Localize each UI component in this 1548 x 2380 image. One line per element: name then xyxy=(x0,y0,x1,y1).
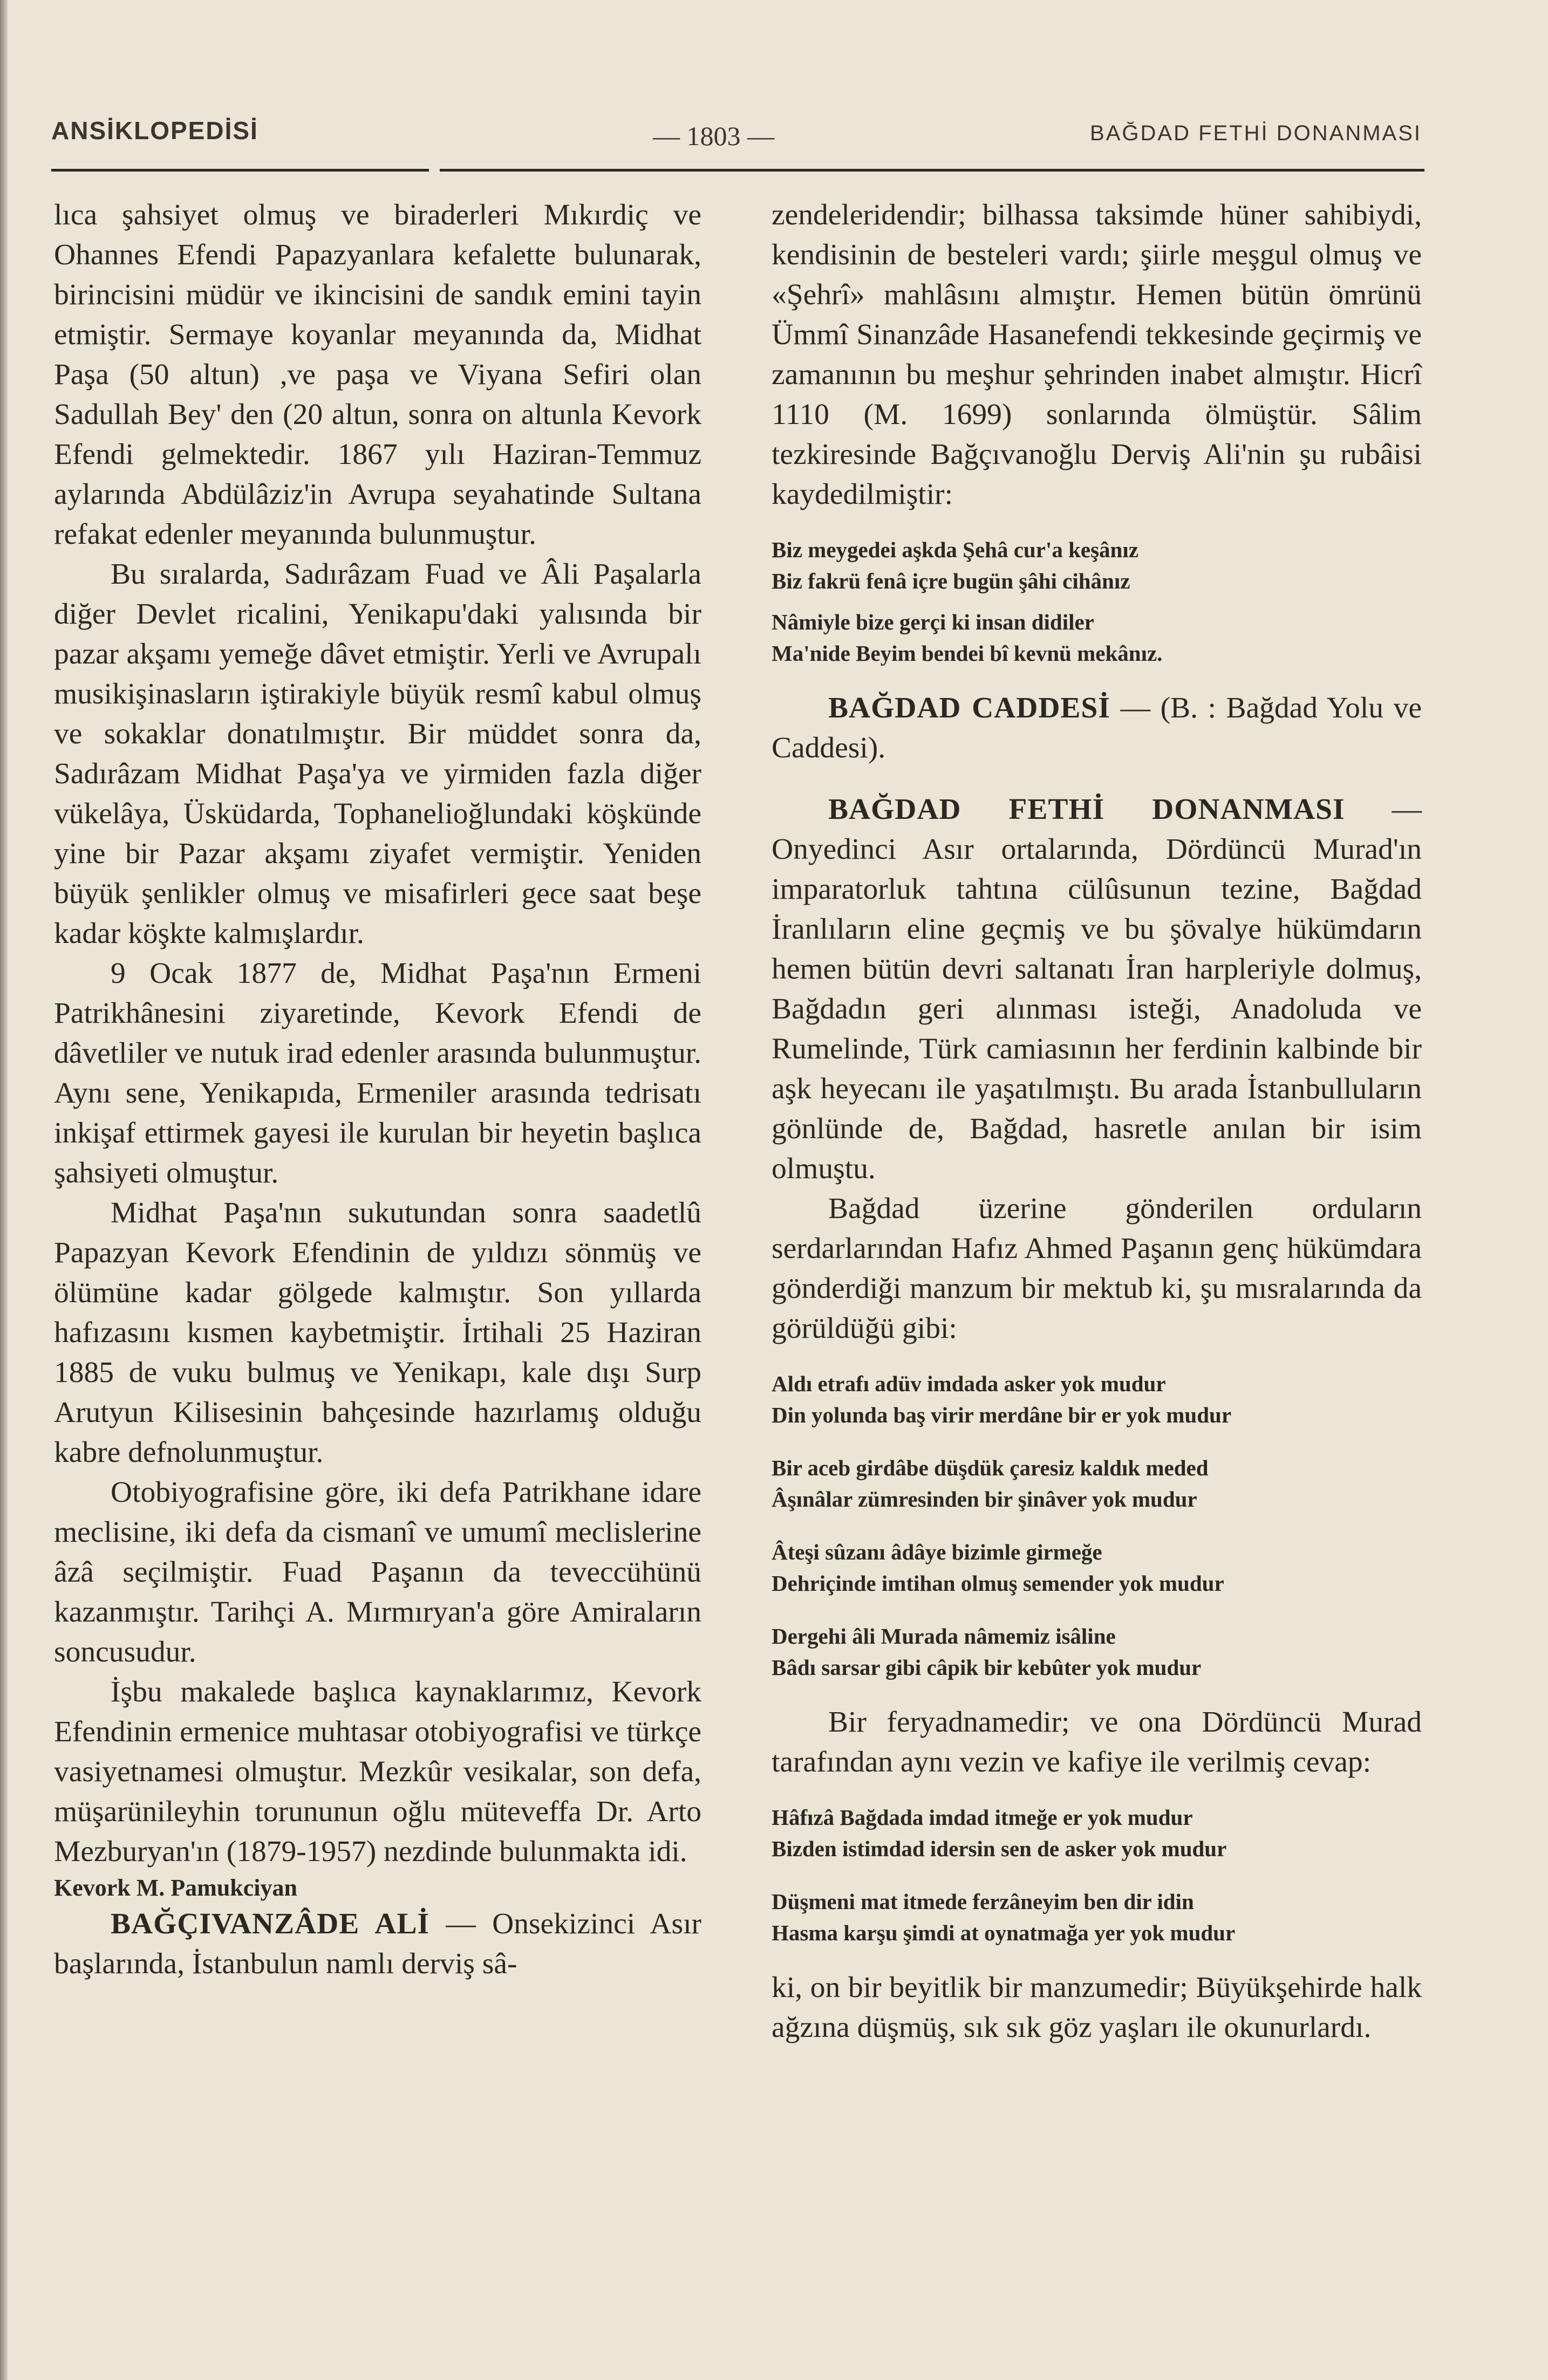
verse-couplet xyxy=(772,606,1422,669)
verse-line: Dehriçinde imtihan olmuş semender yok mudur xyxy=(772,1571,1224,1596)
verse-line: Bâdı sarsar gibi câpik bir kebûter yok mudur xyxy=(772,1655,1202,1680)
hafiz-ahmed-poem xyxy=(772,1368,1422,1683)
entry-bagdad-caddesi xyxy=(772,688,1422,768)
entry-bagdad-fethi-donanmasi xyxy=(772,790,1422,1189)
verse-line: Hasma karşu şimdi at oynatmağa yer yok mudur xyxy=(772,1920,1236,1945)
entry-text: — Onsekizinci Asır başlarında, İstanbulun namlı derviş sâ- xyxy=(54,1907,701,1980)
spacer xyxy=(772,768,1422,790)
verse-couplet xyxy=(772,1886,1422,1948)
verse-couplet xyxy=(772,1536,1422,1599)
verse-line: Aldı etrafı adüv imdada asker yok mudur xyxy=(772,1371,1166,1396)
verse-line: Âşınâlar zümresinden bir şinâver yok mudur xyxy=(772,1487,1197,1512)
verse-line: Nâmiyle bize gerçi ki insan didiler xyxy=(772,610,1094,634)
paragraph: zendeleridendir; bilhassa taksimde hüner sahibiydi, kendisinin de besteleri vardı; şiirle meşgul olmuş ve «Şehrî» mahlâsını almıştır. Hemen bütün ömrünü Ümmî Sinanzâde Hasanefendi tekkesinde geçirmiş ve zamanının bu meşhur şehrinden inabet almıştır. Hicrî 1110 (M. 1699) sonlarında ölmüştür. Sâlim tezkiresinde Bağçıvanoğlu Derviş Ali'nin şu rubâisi kaydedilmiştir: xyxy=(772,199,1422,511)
verse-couplet xyxy=(772,1368,1422,1431)
author-signature: Kevork M. Pamukciyan xyxy=(54,1875,297,1901)
verse-line: Biz meygedei aşkda Şehâ cur'a keşânız xyxy=(772,537,1138,562)
page-edge-shadow xyxy=(0,0,8,2380)
murad-reply-poem xyxy=(772,1802,1422,1948)
verse-couplet xyxy=(772,1802,1422,1864)
verse-couplet xyxy=(772,1452,1422,1515)
paragraph: Bu sıralarda, Sadırâzam Fuad ve Âli Paşalarla diğer Devlet ricalini, Yenikapu'daki yalısında bir pazar akşamı yemeğe dâvet etmiştir. Yerli ve Avrupalı musikişinasların iştirakiyle büyük resmî kabul olmuş ve sokaklar donatılmıştır. Bir müddet sonra da, Sadırâzam Midhat Paşa'ya ve yirmiden fazla diğer vükelâya, Üsküdarda, Tophanelioğlundaki köşkünde yine bir Pazar akşamı ziyafet vermiştir. Yeniden büyük şenlikler olmuş ve misafirleri gece saat beşe kadar köşkte kalmışlardır. xyxy=(54,558,701,950)
header-encyclopedia-title: ANSİKLOPEDİSİ xyxy=(51,117,258,145)
header-page-number: — 1803 — xyxy=(653,121,774,151)
entry-heading: BAĞDAD FETHİ DONANMASI xyxy=(828,793,1345,826)
paragraph: İşbu makalede başlıca kaynaklarımız, Kevork Efendinin ermenice muhtasar otobiyografisi ve türkçe vasiyetnamesi olmuştur. Mezkûr vesikalar, son defa, müşarünileyhin torununun oğlu müteveffa Dr. Arto Mezburyan'ın (1879-1957) nezdinde bulunmakta idi. xyxy=(54,1675,701,1868)
header-rule-right xyxy=(440,169,1424,172)
paragraph: Midhat Paşa'nın sukutundan sonra saadetlû Papazyan Kevork Efendinin de yıldızı sönmüş ve ölümüne kadar gölgede kalmıştır. Son yıllarda hafızasını kısmen kaybetmiştir. İrtihali 25 Haziran 1885 de vuku bulmuş ve Yenikapı, kale dışı Surp Arutyun Kilisesinin bahçesinde hazırlamış olduğu kabre defnolunmuştur. xyxy=(54,1196,701,1469)
verse-couplet xyxy=(772,1620,1422,1683)
verse-line: Âteşi sûzanı âdâye bizimle girmeğe xyxy=(772,1540,1102,1564)
verse-line: Biz fakrü fenâ içre bugün şâhi cihânız xyxy=(772,569,1130,593)
left-column xyxy=(54,195,701,1984)
paragraph: ki, on bir beyitlik bir manzumedir; Büyükşehirde halk ağzına düşmüş, sık sık göz yaşları ile okunurlardı. xyxy=(772,1971,1422,2044)
verse-line: Bir aceb girdâbe düşdük çaresiz kaldık meded xyxy=(772,1455,1209,1480)
paragraph: Bağdad üzerine gönderilen orduların serdarlarından Hafız Ahmed Paşanın genç hükümdara gönderdiği manzum bir mektub ki, şu mısralarında da görüldüğü gibi: xyxy=(772,1192,1422,1345)
entry-bagcivanzade xyxy=(54,1904,701,1984)
header-rule-left xyxy=(51,169,429,172)
paragraph: Otobiyografisine göre, iki defa Patrikhane idare meclisine, iki defa da cismanî ve umumî meclislerine âzâ seçilmiştir. Fuad Paşanın da teveccühünü kazanmıştır. Tarihçi A. Mırmıryan'a göre Amiraların soncusudur. xyxy=(54,1476,701,1668)
entry-text: — Onyedinci Asır ortalarında, Dördüncü Murad'ın imparatorluk tahtına cülûsunun tezine, Bağdad İranlıların eline geçmiş ve bu şövalye hükümdarın hemen bütün devri saltanatı İran harpleriyle dolmuş, Bağdadın geri alınması isteği, Anadoluda ve Rumelinde, Türk camiasının her ferdinin kalbinde bir aşk heyecanı ile yaşatılmıştı. Bu arada İstanbulluların gönlünde de, Bağdad, hasretle anılan bir isim olmuştu. xyxy=(772,793,1422,1185)
entry-heading: BAĞÇIVANZÂDE ALİ xyxy=(111,1907,430,1940)
header-entry-title: BAĞDAD FETHİ DONANMASI xyxy=(1090,121,1422,145)
verse-couplet xyxy=(772,534,1422,597)
verse-line: Düşmeni mat itmede ferzâneyim ben dir idin xyxy=(772,1889,1194,1914)
page-header xyxy=(51,116,1422,170)
verse-line: Hâfızâ Bağdada imdad itmeğe er yok mudur xyxy=(772,1805,1193,1830)
entry-text: — (B. : Bağdad Yolu ve Caddesi). xyxy=(772,692,1422,764)
verse-line: Bizden istimdad idersin sen de asker yok mudur xyxy=(772,1836,1227,1861)
paragraph: Bir feryadnamedir; ve ona Dördüncü Murad tarafından aynı vezin ve kafiye ile verilmiş cevap: xyxy=(772,1706,1422,1779)
verse-line: Ma'nide Beyim bendei bî kevnü mekânız. xyxy=(772,641,1163,666)
rubai-verse xyxy=(772,534,1422,669)
paragraph: lıca şahsiyet olmuş ve biraderleri Mıkırdiç ve Ohannes Efendi Papazyanlara kefalette bulunarak, birincisini müdür ve ikincisini de sandık emini tayin etmiştir. Sermaye koyanlar meyanında da, Midhat Paşa (50 altun) ,ve paşa ve Viyana Sefiri olan Sadullah Bey' den (20 altun, sonra on altunla Kevork Efendi gelmektedir. 1867 yılı Haziran-Temmuz aylarında Abdülâziz'in Avrupa seyahatinde Sultana refakat edenler meyanında bulunmuştur. xyxy=(54,199,701,551)
verse-line: Din yolunda baş virir merdâne bir er yok mudur xyxy=(772,1403,1232,1427)
paragraph: 9 Ocak 1877 de, Midhat Paşa'nın Ermeni Patrikhânesini ziyaretinde, Kevork Efendi de dâvetliler ve nutuk irad edenler arasında bulunmuştur. Aynı sene, Yenikapıda, Ermeniler arasında tedrisatı inkişaf ettirmek gayesi ile kurulan bir heyetin başlıca şahsiyeti olmuştur. xyxy=(54,957,701,1189)
verse-line: Dergehi âli Murada nâmemiz isâline xyxy=(772,1624,1116,1649)
right-column xyxy=(772,195,1422,2048)
entry-heading: BAĞDAD CADDESİ xyxy=(828,692,1110,724)
